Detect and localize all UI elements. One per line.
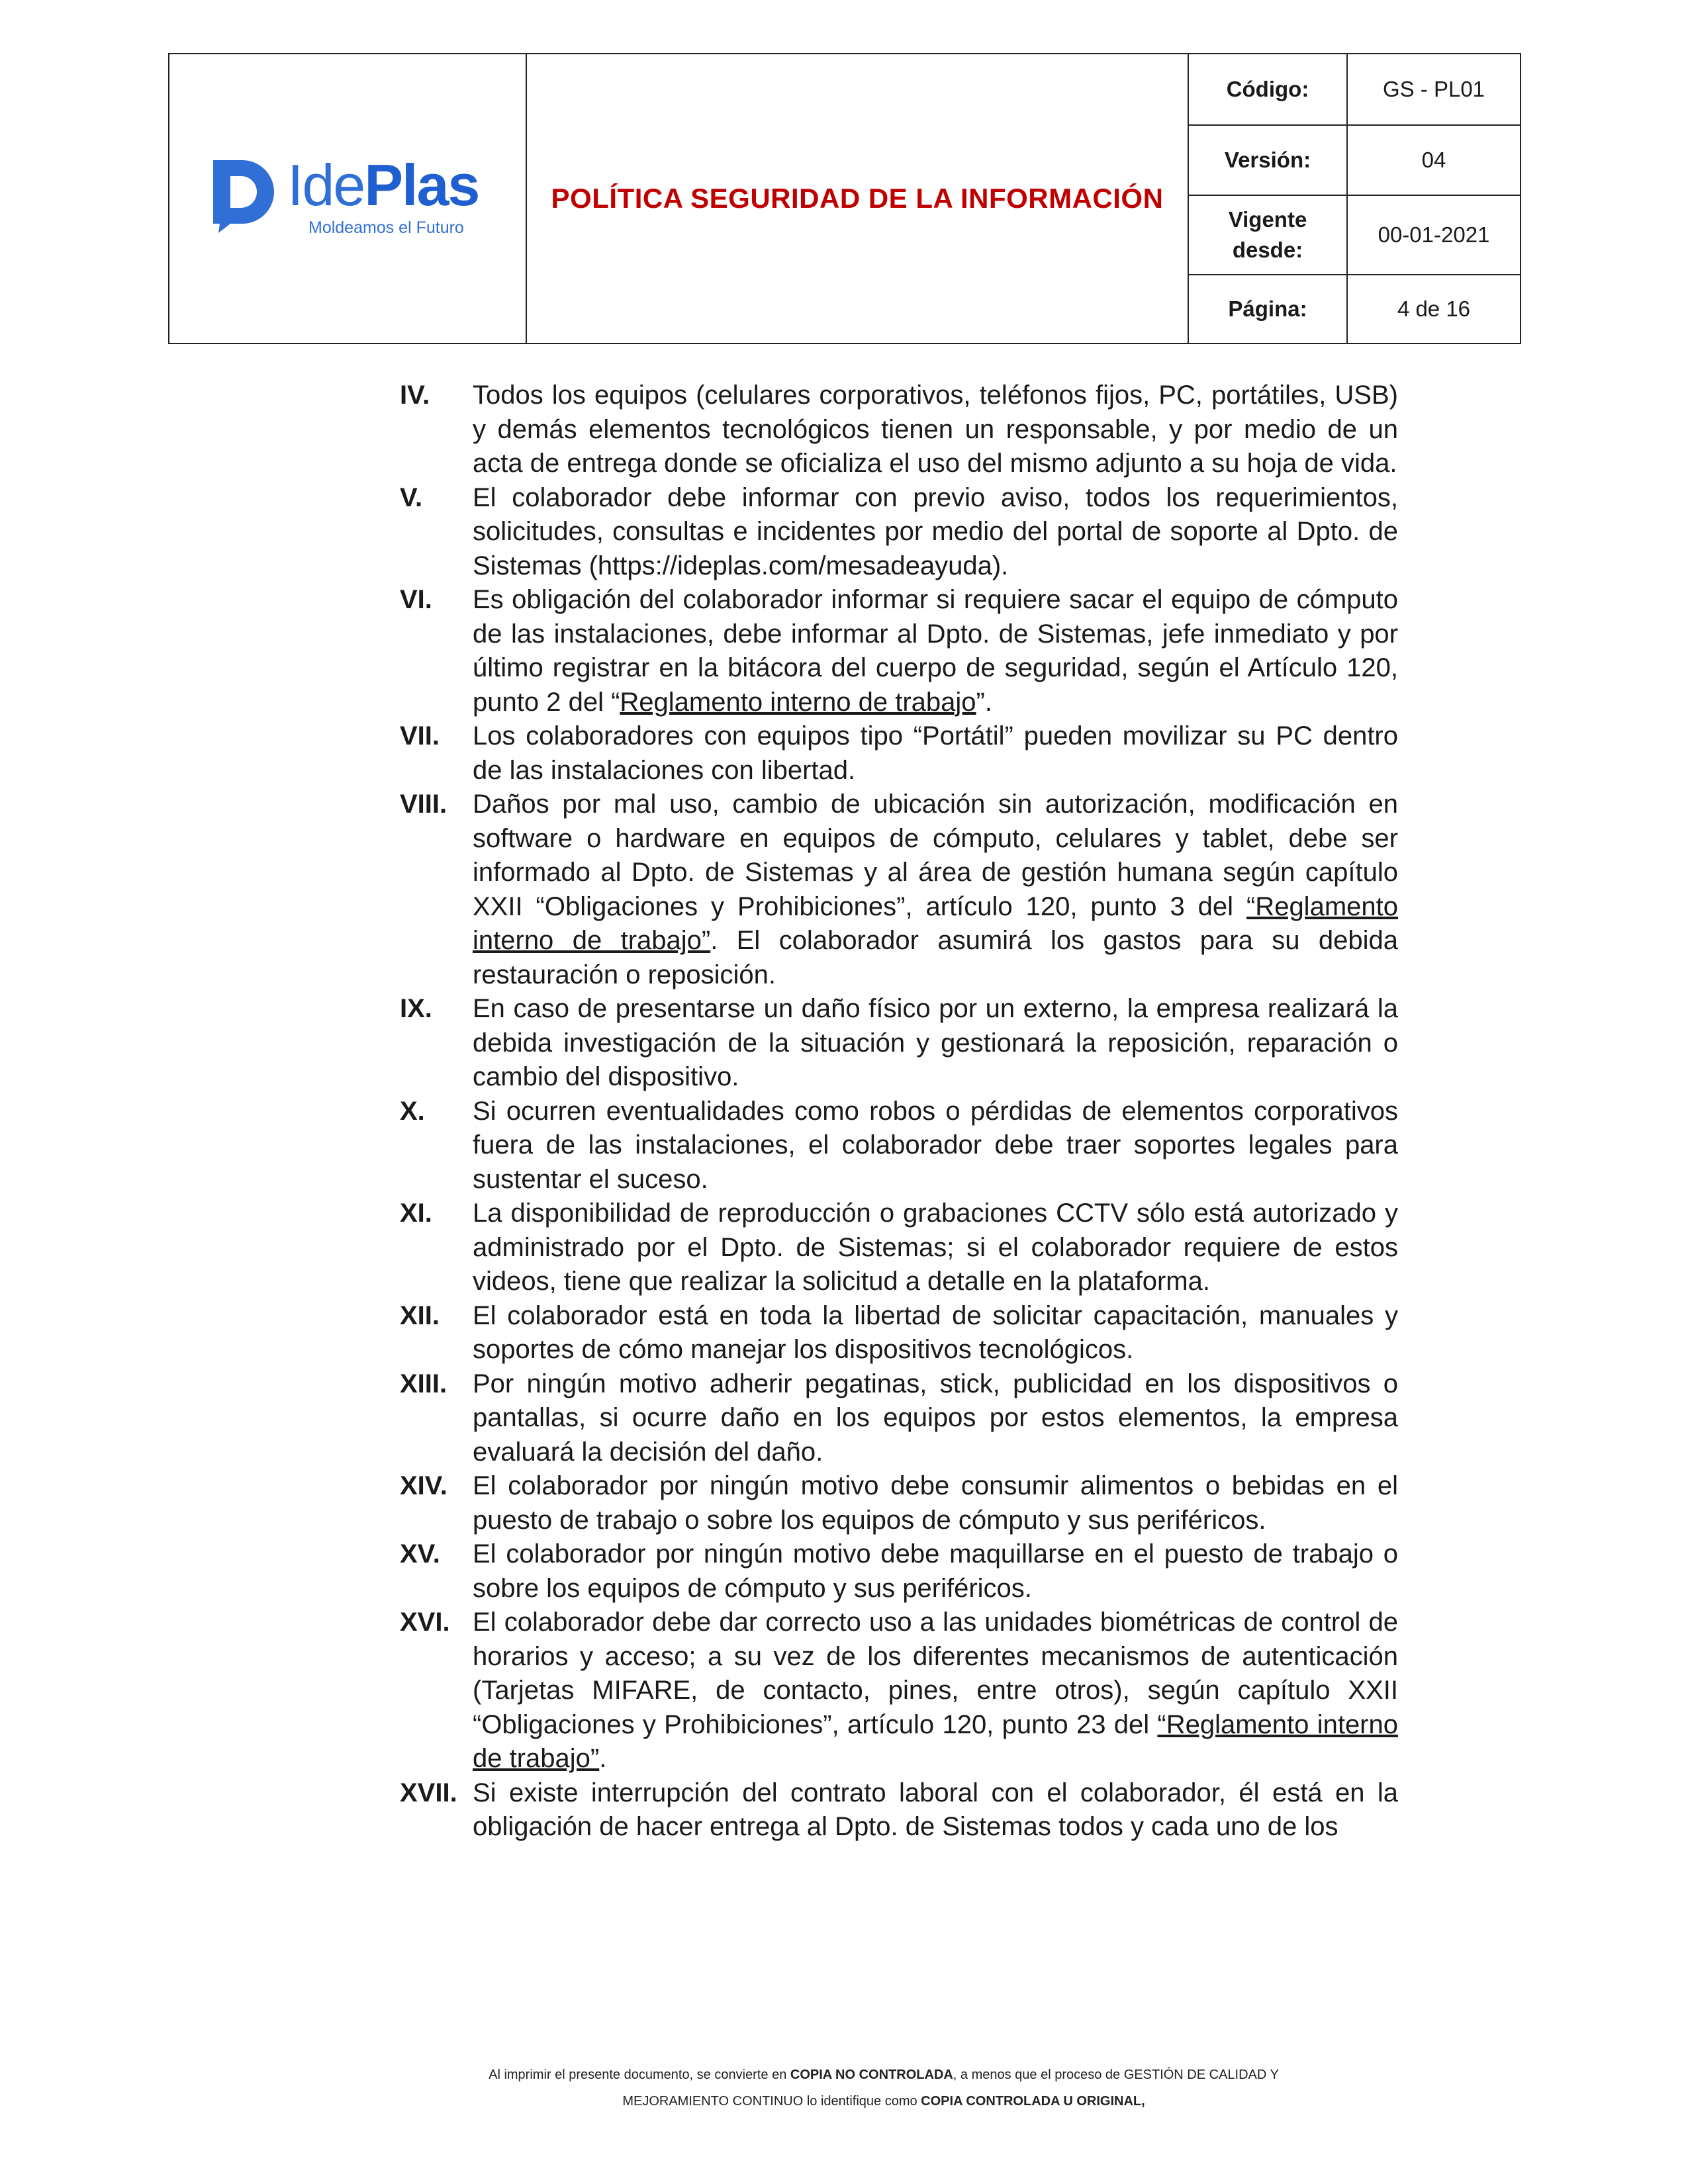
item-text: Daños por mal uso, cambio de ubicación sin autorización, modificación en software o hardware en equipos de cómputo, celulares y tablet, debe ser informado al Dpto. de Sistemas y al área de gestión humana según capítulo XXII “Obligaciones y Prohibiciones”, artículo 120, punto 3 del bbox=[473, 790, 1398, 921]
code-label: Código: bbox=[1189, 54, 1348, 126]
item-text-end: ”. bbox=[976, 687, 992, 717]
list-item bbox=[400, 1299, 1398, 1367]
item-number: XII. bbox=[400, 1300, 440, 1330]
policy-list bbox=[400, 379, 1398, 1844]
footer-line-2 bbox=[0, 2094, 1688, 2109]
item-text: Si ocurren eventualidades como robos o pérdidas de elementos corporativos fuera de las instalaciones, el colaborador debe traer soportes legales para sustentar el suceso. bbox=[473, 1096, 1398, 1194]
list-item bbox=[400, 788, 1398, 992]
item-text-end: . bbox=[599, 1744, 607, 1773]
code-value: GS - PL01 bbox=[1348, 54, 1520, 126]
list-item bbox=[400, 379, 1398, 481]
list-item bbox=[400, 1776, 1398, 1844]
item-number: IV. bbox=[400, 381, 430, 410]
footer-text: Al imprimir el presente documento, se convierte en bbox=[489, 2068, 790, 2082]
item-number: IX. bbox=[400, 994, 432, 1023]
item-number: V. bbox=[400, 482, 423, 512]
item-number: XVII. bbox=[400, 1778, 457, 1807]
valid-from-label bbox=[1189, 196, 1348, 275]
valid-from-value: 00-01-2021 bbox=[1348, 196, 1520, 275]
footer-text: MEJORAMIENTO CONTINUO lo identifique como bbox=[622, 2094, 921, 2109]
item-number: XIII. bbox=[400, 1369, 447, 1398]
version-label: Versión: bbox=[1189, 126, 1348, 196]
footer-emphasis: COPIA CONTROLADA U ORIGINAL, bbox=[921, 2094, 1145, 2109]
item-text: En caso de presentarse un daño físico por un externo, la empresa realizará la debida investigación de la situación y gestionará la reposición, reparación o cambio del dispositivo. bbox=[473, 994, 1398, 1091]
logo-wordmark bbox=[287, 154, 479, 217]
document-title-cell bbox=[527, 54, 1189, 343]
item-text: La disponibilidad de reproducción o grabaciones CCTV sólo está autorizado y administrado por el Dpto. de Sistemas; si el colaborador requiere de estos videos, tiene que realizar la solicitud a detalle en la plataforma. bbox=[473, 1199, 1398, 1296]
item-text: El colaborador está en toda la libertad de solicitar capacitación, manuales y soportes de cómo manejar los dispositivos tecnológicos. bbox=[473, 1300, 1398, 1364]
logo-cell bbox=[169, 54, 527, 343]
reglamento-link[interactable]: “Reglamento interno de trabajo” bbox=[473, 1709, 1398, 1773]
ideplas-logo-icon bbox=[204, 154, 277, 234]
list-item bbox=[400, 1606, 1398, 1776]
valid-from-label-text: Vigente desde: bbox=[1228, 207, 1307, 262]
footer-line-1 bbox=[0, 2068, 1688, 2083]
version-value: 04 bbox=[1348, 126, 1520, 196]
item-number: VI. bbox=[400, 585, 432, 614]
item-text: Es obligación del colaborador informar si requiere sacar el equipo de cómputo de las instalaciones, debe informar al Dpto. de Sistemas, jefe inmediato y por último registrar en la bitácora del cuerpo de seguridad, según el Artículo 120, punto 2 del “ bbox=[473, 585, 1398, 717]
list-item bbox=[400, 992, 1398, 1095]
list-item bbox=[400, 1537, 1398, 1606]
logo-word-ide: Ide bbox=[287, 152, 365, 218]
list-item bbox=[400, 1469, 1398, 1537]
footer-emphasis: COPIA NO CONTROLADA bbox=[790, 2068, 953, 2082]
reglamento-link[interactable]: Reglamento interno de trabajo bbox=[620, 687, 976, 717]
item-text: Los colaboradores con equipos tipo “Portátil” pueden movilizar su PC dentro de las instalaciones con libertad. bbox=[473, 721, 1398, 785]
list-item bbox=[400, 1095, 1398, 1197]
ideplas-logo bbox=[204, 154, 502, 246]
item-number: VII. bbox=[400, 721, 440, 751]
item-text: El colaborador por ningún motivo debe maquillarse en el puesto de trabajo o sobre los equipos de cómputo y sus periféricos. bbox=[473, 1539, 1398, 1603]
item-number: XVI. bbox=[400, 1608, 450, 1637]
item-number: VIII. bbox=[400, 790, 447, 819]
item-text: El colaborador por ningún motivo debe consumir alimentos o bebidas en el puesto de trabajo o sobre los equipos de cómputo y sus periféricos. bbox=[473, 1471, 1398, 1535]
item-text: Todos los equipos (celulares corporativos, teléfonos fijos, PC, portátiles, USB) y demás elementos tecnológicos tienen un responsable, y por medio de un acta de entrega donde se oficializa el uso del mismo adjunto a su hoja de vida. bbox=[473, 381, 1398, 478]
item-text: El colaborador debe dar correcto uso a las unidades biométricas de control de horarios y acceso; a su vez de los diferentes mecanismos de autenticación (Tarjetas MIFARE, de contacto, pines, entre otros), según capítulo XXII “Obligaciones y Prohibiciones”, artículo 120, punto 23 del bbox=[473, 1608, 1398, 1739]
item-text-end: . El colaborador asumirá los gastos para su debida restauración o reposición. bbox=[473, 926, 1398, 989]
logo-tagline: Moldeamos el Futuro bbox=[308, 218, 464, 237]
item-text: Si existe interrupción del contrato laboral con el colaborador, él está en la obligación de hacer entrega al Dpto. de Sistemas todos y cada uno de los bbox=[473, 1778, 1398, 1841]
list-item bbox=[400, 1367, 1398, 1470]
page-label: Página: bbox=[1189, 275, 1348, 343]
logo-word-plas: Plas bbox=[364, 152, 479, 218]
item-number: X. bbox=[400, 1096, 425, 1126]
list-item bbox=[400, 583, 1398, 719]
document-title: POLÍTICA SEGURIDAD DE LA INFORMACIÓN bbox=[551, 183, 1164, 214]
reglamento-link[interactable]: “Reglamento interno de trabajo” bbox=[473, 891, 1398, 955]
item-text: Por ningún motivo adherir pegatinas, stick, publicidad en los dispositivos o pantallas, si ocurre daño en los equipos por estos elementos, la empresa evaluará la decisión del daño. bbox=[473, 1369, 1398, 1467]
list-item bbox=[400, 719, 1398, 788]
item-number: XV. bbox=[400, 1539, 440, 1569]
item-number: XIV. bbox=[400, 1471, 447, 1500]
page-value: 4 de 16 bbox=[1397, 296, 1471, 321]
document-header-table bbox=[168, 53, 1521, 344]
item-text: El colaborador debe informar con previo aviso, todos los requerimientos, solicitudes, consultas e incidentes por medio del portal de soporte al Dpto. de Sistemas (https://ideplas.com/mesadeayuda). bbox=[473, 482, 1398, 580]
list-item bbox=[400, 1197, 1398, 1299]
footer-text: , a menos que el proceso de GESTIÓN DE CALIDAD Y bbox=[953, 2068, 1279, 2082]
list-item bbox=[400, 481, 1398, 584]
item-number: XI. bbox=[400, 1199, 432, 1228]
